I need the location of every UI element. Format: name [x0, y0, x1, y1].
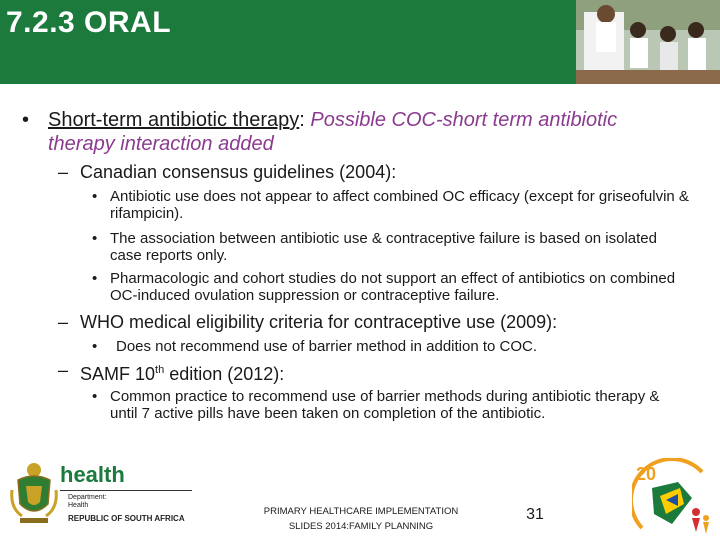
title-bar	[0, 0, 720, 84]
rsa-label: REPUBLIC OF SOUTH AFRICA	[68, 514, 185, 523]
dept-line1: Department:	[68, 494, 107, 501]
bullet-dot: •	[92, 388, 98, 405]
bullet-dot: •	[92, 188, 98, 205]
dept-line2: Health	[68, 502, 89, 509]
health-wordmark: health	[60, 462, 125, 487]
header-photo	[576, 0, 720, 84]
logo-rule	[60, 490, 192, 491]
coat-of-arms-icon	[8, 460, 60, 528]
dash-marker: –	[58, 162, 69, 182]
topic-underlined: Short-term antibiotic therapy	[48, 109, 300, 131]
department-label	[68, 494, 107, 510]
svg-text:20: 20	[636, 464, 657, 484]
bullet-dot: •	[92, 230, 98, 247]
dash-marker: –	[58, 360, 69, 380]
samf-heading-pre: SAMF 10	[80, 364, 156, 384]
canadian-item-text: The association between antibiotic use & contraceptive failure is based on isolated case reports only.	[110, 230, 657, 264]
bullet-dot: •	[92, 338, 98, 355]
canadian-heading: Canadian consensus guidelines (2004):	[80, 162, 397, 182]
who-heading: WHO medical eligibility criteria for contraceptive use (2009):	[80, 312, 558, 332]
topic-colon: :	[299, 109, 311, 131]
bullet-text	[48, 108, 648, 156]
footer-line2: SLIDES 2014:FAMILY PLANNING	[288, 521, 434, 532]
who-item-text: Does not recommend use of barrier method in addition to COC.	[116, 338, 538, 355]
canadian-item-text: Antibiotic use does not appear to affect combined OC efficacy (except for griseofulvin & rifampicin).	[110, 188, 689, 222]
canadian-item-text: Pharmacologic and cohort studies do not support an effect of antibiotics on combined OC-induced ovulation suppression or contraceptive failure.	[110, 270, 676, 304]
samf-heading	[80, 360, 284, 385]
bullet-dot: •	[92, 270, 98, 287]
samf-heading-sup: th	[155, 364, 165, 376]
samf-heading-post: edition (2012):	[164, 364, 285, 384]
samf-item-text: Common practice to recommend use of barrier methods during antibiotic therapy & until 7 active pills have been taken on completion of the antibiotic.	[110, 388, 660, 422]
topic-accent-note: Possible COC-short term antibiotic therapy interaction added	[48, 109, 618, 155]
bullet-dot: •	[22, 109, 30, 131]
dash-marker: –	[58, 312, 69, 332]
page-number: 31	[526, 506, 544, 523]
freedom-badge-icon	[632, 458, 716, 538]
slide-title: 7.2.3 ORAL	[6, 6, 172, 39]
footer-line1: PRIMARY HEALTHCARE IMPLEMENTATION	[263, 506, 459, 517]
footer-caption	[248, 504, 474, 534]
